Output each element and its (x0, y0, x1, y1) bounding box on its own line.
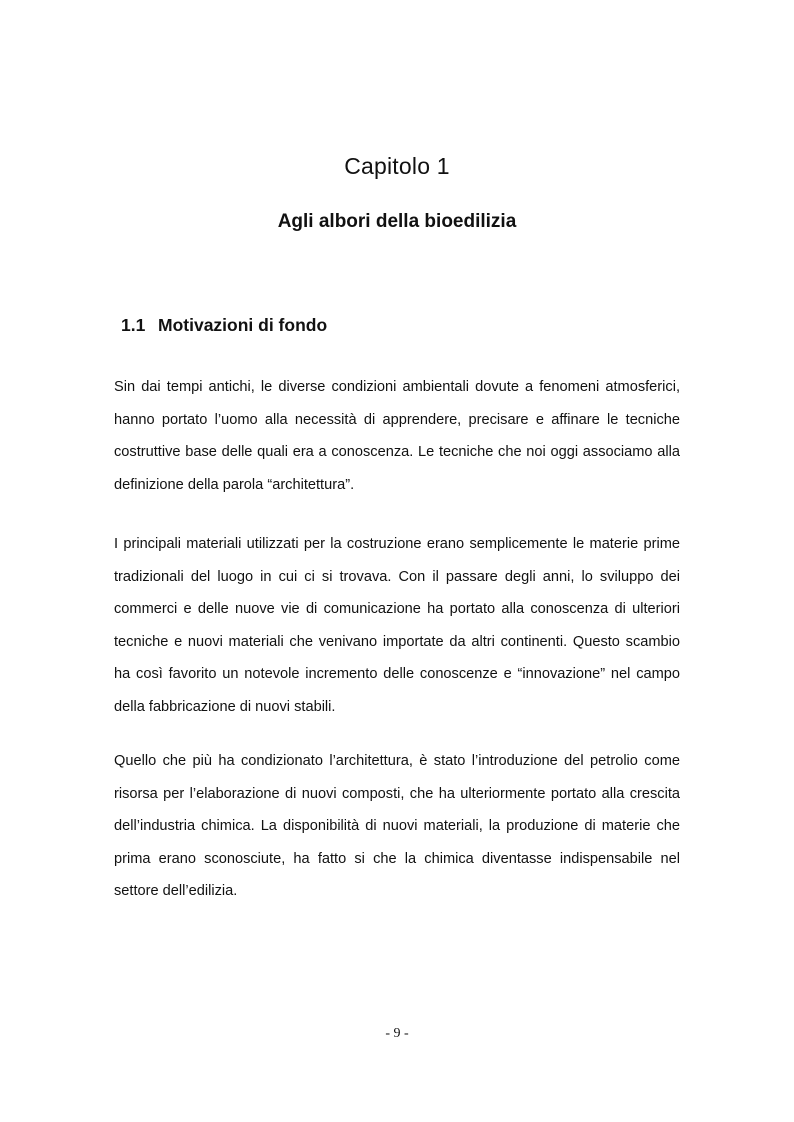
section-title: Motivazioni di fondo (158, 315, 328, 335)
page-number: - 9 - (385, 1026, 409, 1041)
paragraph: Sin dai tempi antichi, le diverse condizioni ambientali dovute a fenomeni atmosferici, hanno portato l’uomo alla necessità di apprendere, precisare e affinare le tecniche costruttive base delle quali era a conoscenza. Le tecniche che noi oggi associamo alla definizione della parola “architettura”. (114, 379, 680, 493)
chapter-title: Capitolo 1 (344, 153, 450, 179)
paragraph-block (114, 371, 680, 501)
section-number: 1.1 (121, 315, 146, 335)
paragraph: Quello che più ha condizionato l’architettura, è stato l’introduzione del petrolio come risorsa per l’elaborazione di nuovi composti, che ha ulteriormente portato alla crescita dell’industria chimica. La disponibilità di nuovi materiali, la produzione di materie che prima erano sconosciute, ha fatto si che la chimica diventasse indispensabile nel settore dell’edilizia. (114, 753, 680, 900)
paragraph-block (114, 745, 680, 908)
paragraph: I principali materiali utilizzati per la costruzione erano semplicemente le materie prime tradizionali del luogo in cui ci si trovava. Con il passare degli anni, lo sviluppo dei commerci e delle nuove vie di comunicazione ha portato alla conoscenza di ulteriori tecniche e nuovi materiali che venivano importate da altri continenti. Questo scambio ha così favorito un notevole incremento delle conoscenze e “innovazione” nel campo della fabbricazione di nuovi stabili. (114, 536, 680, 715)
chapter-subtitle: Agli albori della bioedilizia (277, 211, 517, 232)
paragraph-block (114, 528, 680, 724)
section-heading (121, 315, 327, 336)
